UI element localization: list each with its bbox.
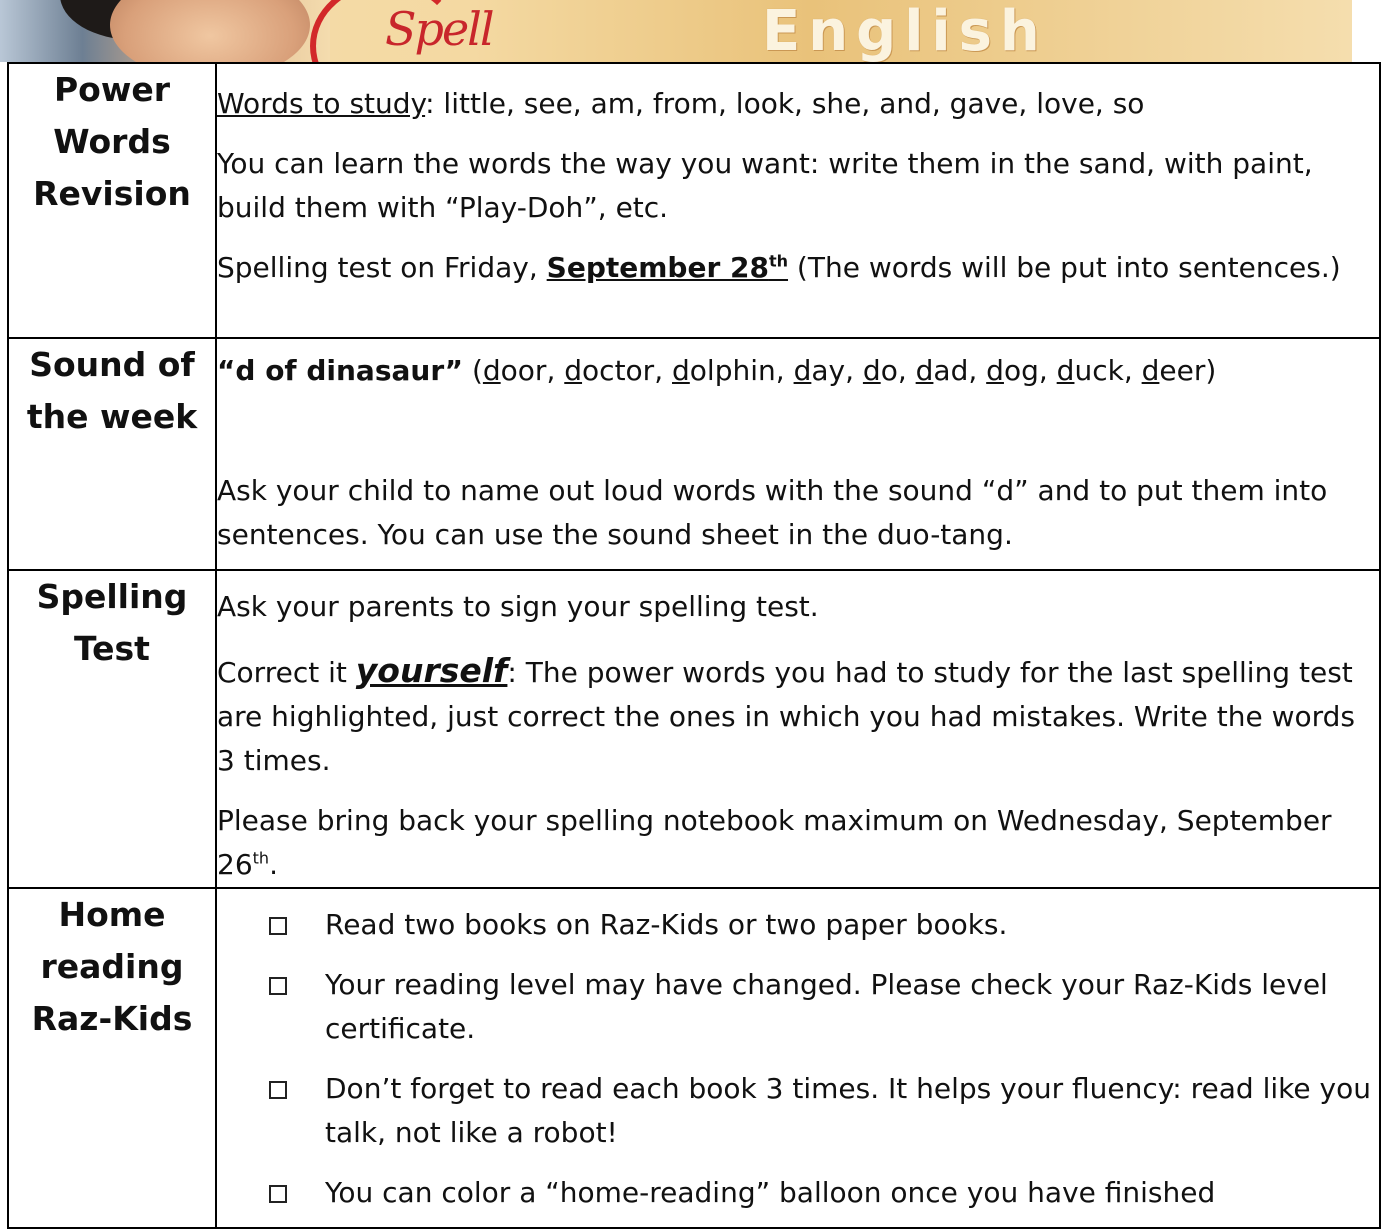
yourself-emphasis: yourself xyxy=(355,651,508,690)
row-label-power-words: Power Words Revision xyxy=(8,63,216,338)
power-words-content xyxy=(216,63,1380,338)
checkbox-icon[interactable] xyxy=(269,917,287,935)
home-reading-content xyxy=(216,888,1380,1228)
row-label-sound-of-week: Sound of the week xyxy=(8,338,216,570)
sound-example-word: door xyxy=(482,354,547,387)
sound-of-week-content xyxy=(216,338,1380,570)
spelling-test-content xyxy=(216,570,1380,888)
row-label-spelling-test: Spelling Test xyxy=(8,570,216,888)
sound-example-word: dog xyxy=(986,354,1039,387)
correct-it-instructions: Correct it yourself: The power words you had to study for the last spelling test are highlighted, just correct the ones in which you had mistakes. Write the words 3 times. xyxy=(217,651,1355,777)
checkbox-icon[interactable] xyxy=(269,1081,287,1099)
sound-example-word: do xyxy=(862,354,898,387)
words-to-study-line: Words to study: little, see, am, from, look, she, and, gave, love, so xyxy=(217,87,1145,120)
row-label-home-reading: Home reading Raz-Kids xyxy=(8,888,216,1228)
sound-example-word: day xyxy=(793,354,846,387)
row-home-reading xyxy=(8,888,1380,1228)
sound-example-word: duck xyxy=(1056,354,1124,387)
banner-illustration xyxy=(0,0,330,62)
banner-spell-logo: Spell xyxy=(385,2,493,56)
test-date: September 28th xyxy=(546,251,789,284)
child-face-image xyxy=(110,0,310,62)
sound-instructions: Ask your child to name out loud words with the sound “d” and to put them into sentences. You can use the sound sheet in the duo-tang. xyxy=(217,474,1328,551)
banner-english-title: English xyxy=(762,0,1048,62)
checklist-item: You can color a “home-reading” balloon once you have finished xyxy=(269,1171,1379,1215)
spelling-test-date-line: Spelling test on Friday, September 28th (The words will be put into sentences.) xyxy=(217,251,1341,284)
checklist-item: Your reading level may have changed. Please check your Raz-Kids level certificate. xyxy=(269,963,1379,1051)
sound-example-word: dad xyxy=(915,354,969,387)
homework-table xyxy=(7,62,1381,1229)
bring-notebook-line: Please bring back your spelling notebook maximum on Wednesday, September 26th. xyxy=(217,804,1332,881)
checklist-item: Don’t forget to read each book 3 times. It helps your fluency: read like you talk, not like a robot! xyxy=(269,1067,1379,1155)
checklist-item: Read two books on Raz-Kids or two paper books. xyxy=(269,903,1379,947)
row-spelling-test xyxy=(8,570,1380,888)
sound-example-word: deer xyxy=(1141,354,1206,387)
sound-example-word: dolphin xyxy=(672,354,776,387)
sound-example-word: doctor xyxy=(564,354,655,387)
sound-examples-line: “d of dinasaur” (door, doctor, dolphin, day, do, dad, dog, duck, deer) xyxy=(217,354,1217,387)
checkbox-icon[interactable] xyxy=(269,1185,287,1203)
learn-instructions: You can learn the words the way you want: write them in the sand, with paint, build them with “Play-Doh”, etc. xyxy=(217,147,1313,224)
sign-test-line: Ask your parents to sign your spelling test. xyxy=(217,590,819,623)
header-banner xyxy=(0,0,1352,62)
checkbox-icon[interactable] xyxy=(269,977,287,995)
sound-title: “d of dinasaur” xyxy=(217,354,464,387)
row-power-words xyxy=(8,63,1380,338)
row-sound-of-week xyxy=(8,338,1380,570)
home-reading-checklist xyxy=(217,903,1379,1215)
